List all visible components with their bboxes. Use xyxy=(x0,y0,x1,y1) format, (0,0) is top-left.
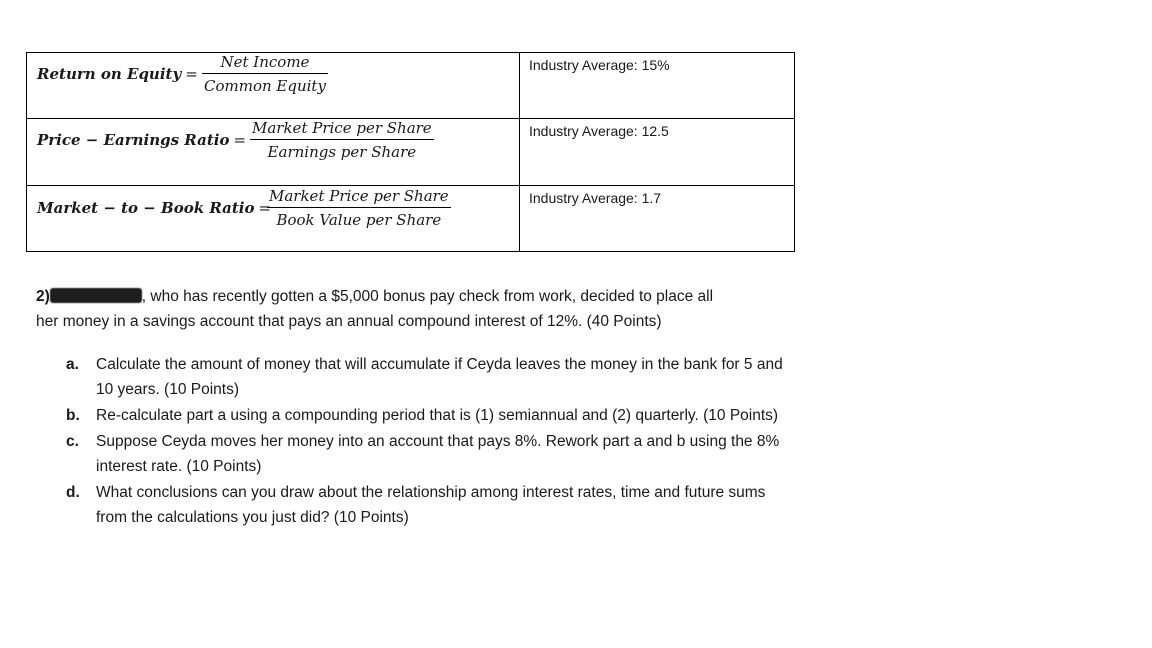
fraction-numerator: Net Income xyxy=(202,53,328,74)
question-line-1: 2) , who has recently gotten a $5,000 bonus pay check from work, decided to place all xyxy=(36,288,714,305)
question-number: 2) xyxy=(36,288,50,305)
question-part-b xyxy=(66,403,796,428)
ratio-name: Price − Earnings Ratio = xyxy=(37,131,247,149)
question-line-2: her money in a savings account that pays an annual compound interest of 12%. (40 Points) xyxy=(36,313,662,330)
question-parts-list xyxy=(66,352,796,531)
fraction-denominator: Book Value per Share xyxy=(276,211,442,229)
fraction-denominator: Common Equity xyxy=(204,77,326,95)
ratio-row-roe xyxy=(27,53,795,119)
ratio-name: Return on Equity = xyxy=(37,65,198,83)
ratio-name: Market − to − Book Ratio = xyxy=(37,199,272,217)
redacted-name-block xyxy=(50,288,142,303)
ratio-formula-cell xyxy=(27,119,520,186)
ratio-table xyxy=(26,52,795,252)
ratio-formula-cell xyxy=(27,186,520,252)
fraction-numerator: Market Price per Share xyxy=(250,119,434,140)
part-text: Calculate the amount of money that will accumulate if Ceyda leaves the money in the bank for 5 and 10 years. (10 Points) xyxy=(96,356,783,398)
ratio-row-pe xyxy=(27,119,795,186)
question-part-a xyxy=(66,352,796,402)
fraction-numerator: Market Price per Share xyxy=(267,187,451,208)
ratio-formula-cell xyxy=(27,53,520,119)
part-text: What conclusions can you draw about the relationship among interest rates, time and future sums from the calculations you just did? (10 Points) xyxy=(96,484,766,526)
part-letter: a. xyxy=(66,356,79,373)
question-2 xyxy=(36,284,796,334)
question-part-d xyxy=(66,480,796,530)
part-letter: c. xyxy=(66,433,79,450)
industry-average: Industry Average: 1.7 xyxy=(520,186,795,252)
part-letter: d. xyxy=(66,484,80,501)
ratio-fraction xyxy=(267,187,451,229)
ratio-row-mtb xyxy=(27,186,795,252)
industry-average: Industry Average: 12.5 xyxy=(520,119,795,186)
part-text: Suppose Ceyda moves her money into an account that pays 8%. Rework part a and b using the 8% interest rate. (10 Points) xyxy=(96,433,780,475)
question-part-c xyxy=(66,429,796,479)
industry-average: Industry Average: 15% xyxy=(520,53,795,119)
ratio-fraction xyxy=(202,53,328,95)
part-letter: b. xyxy=(66,407,80,424)
fraction-denominator: Earnings per Share xyxy=(267,143,417,161)
ratio-fraction xyxy=(250,119,434,161)
part-text: Re-calculate part a using a compounding period that is (1) semiannual and (2) quarterly. (10 Points) xyxy=(96,407,779,424)
